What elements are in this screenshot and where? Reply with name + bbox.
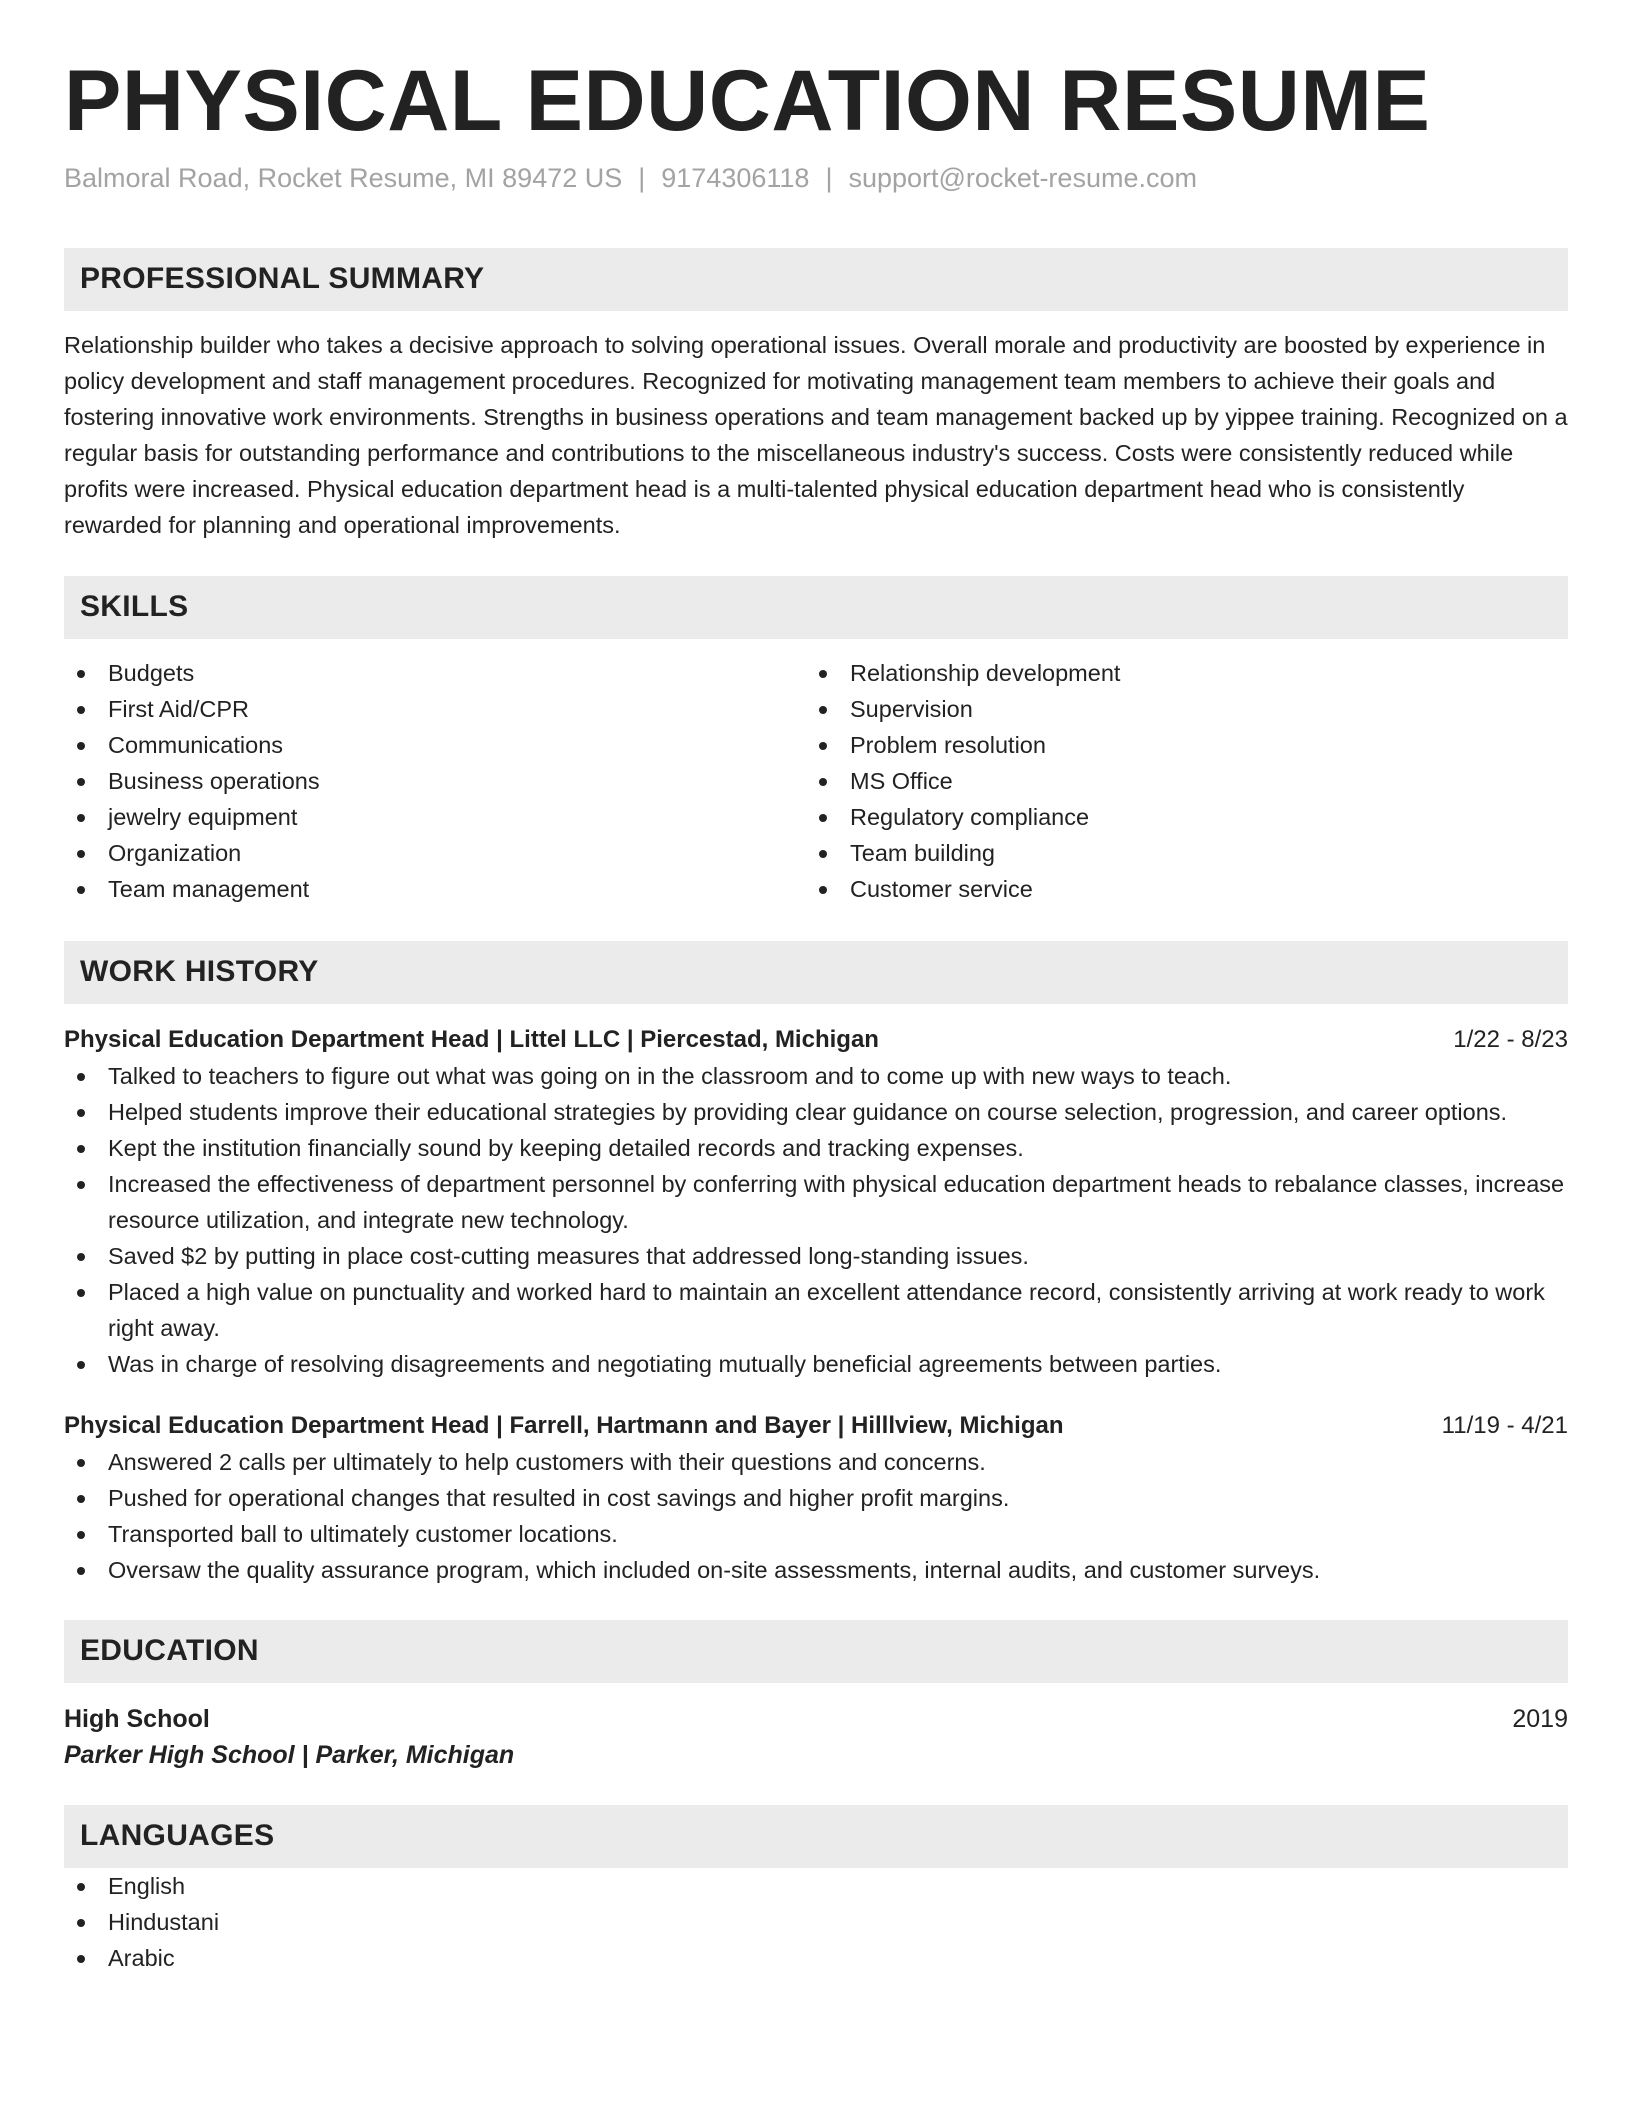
job-title: Physical Education Department Head | Littel LLC | Piercestad, Michigan bbox=[64, 1025, 879, 1053]
skill-item: Budgets bbox=[64, 655, 816, 691]
job-bullets bbox=[64, 1444, 1568, 1588]
job-bullet: Kept the institution financially sound by keeping detailed records and tracking expenses. bbox=[64, 1130, 1568, 1166]
contact-phone: 9174306118 bbox=[661, 162, 810, 193]
language-item: Hindustani bbox=[64, 1904, 1568, 1940]
job-header bbox=[64, 1408, 1568, 1444]
job-bullet: Answered 2 calls per ultimately to help customers with their questions and concerns. bbox=[64, 1444, 1568, 1480]
section-header-languages bbox=[64, 1805, 1568, 1868]
contact-separator: | bbox=[825, 162, 833, 193]
section-title: WORK HISTORY bbox=[80, 955, 319, 989]
contact-line bbox=[64, 161, 1568, 196]
contact-separator: | bbox=[638, 162, 646, 193]
section-title: EDUCATION bbox=[80, 1634, 259, 1668]
skill-item: Business operations bbox=[64, 763, 816, 799]
skill-item: jewelry equipment bbox=[64, 799, 816, 835]
job-dates: 1/22 - 8/23 bbox=[1453, 1025, 1568, 1053]
job-dates: 11/19 - 4/21 bbox=[1441, 1411, 1568, 1439]
job-bullet: Helped students improve their educational strategies by providing clear guidance on course selection, progression, and career options. bbox=[64, 1094, 1568, 1130]
skill-item: Supervision bbox=[806, 691, 1558, 727]
section-header-skills bbox=[64, 576, 1568, 639]
skill-item: Relationship development bbox=[806, 655, 1558, 691]
job-entry bbox=[64, 1022, 1568, 1382]
job-bullet: Placed a high value on punctuality and worked hard to maintain an excellent attendance record, consistently arriving at work ready to work right away. bbox=[64, 1274, 1568, 1346]
skill-item: Regulatory compliance bbox=[806, 799, 1558, 835]
job-bullet: Oversaw the quality assurance program, which included on-site assessments, internal audits, and customer surveys. bbox=[64, 1552, 1568, 1588]
job-header bbox=[64, 1022, 1568, 1058]
contact-address: Balmoral Road, Rocket Resume, MI 89472 US bbox=[64, 162, 623, 193]
skill-item: Problem resolution bbox=[806, 727, 1558, 763]
job-bullet: Talked to teachers to figure out what was going on in the classroom and to come up with new ways to teach. bbox=[64, 1058, 1568, 1094]
job-bullet: Transported ball to ultimately customer locations. bbox=[64, 1516, 1568, 1552]
summary-text: Relationship builder who takes a decisive approach to solving operational issues. Overall morale and productivity are boosted by experience in policy development and staff management procedures. Recognized for motivating management team members to achieve their goals and fostering innovative work environments. Strengths in business operations and team management backed up by yippee training. Recognized on a regular basis for outstanding performance and contributions to the miscellaneous industry's success. Costs were consistently reduced while profits were increased. Physical education department head is a multi-talented physical education department head who is consistently rewarded for planning and operational improvements. bbox=[64, 331, 1568, 538]
skill-item: MS Office bbox=[806, 763, 1558, 799]
skill-item: Team management bbox=[64, 871, 816, 907]
job-bullet: Increased the effectiveness of department personnel by conferring with physical education department heads to rebalance classes, increase resource utilization, and integrate new technology. bbox=[64, 1166, 1568, 1238]
language-item: English bbox=[64, 1868, 1568, 1904]
job-bullet: Pushed for operational changes that resulted in cost savings and higher profit margins. bbox=[64, 1480, 1568, 1516]
skill-item: First Aid/CPR bbox=[64, 691, 816, 727]
skills-grid bbox=[64, 655, 1568, 907]
education-year: 2019 bbox=[1512, 1704, 1568, 1733]
languages-list bbox=[64, 1868, 1568, 1976]
contact-email: support@rocket-resume.com bbox=[848, 162, 1197, 193]
education-school: Parker High School | Parker, Michigan bbox=[64, 1740, 515, 1769]
education-degree: High School bbox=[64, 1704, 210, 1733]
resume-title: PHYSICAL EDUCATION RESUME bbox=[64, 53, 1431, 149]
skill-item: Customer service bbox=[806, 871, 1558, 907]
education-header bbox=[64, 1701, 1568, 1737]
skills-column-right bbox=[806, 655, 1558, 907]
section-title: PROFESSIONAL SUMMARY bbox=[80, 262, 485, 296]
section-header-work-history bbox=[64, 941, 1568, 1004]
job-title: Physical Education Department Head | Farrell, Hartmann and Bayer | Hilllview, Michigan bbox=[64, 1411, 1064, 1439]
job-bullet: Was in charge of resolving disagreements and negotiating mutually beneficial agreements between parties. bbox=[64, 1346, 1568, 1382]
skill-item: Team building bbox=[806, 835, 1558, 871]
section-header-summary bbox=[64, 248, 1568, 311]
skills-column-left bbox=[64, 655, 816, 907]
skill-item: Communications bbox=[64, 727, 816, 763]
section-header-education bbox=[64, 1620, 1568, 1683]
job-entry bbox=[64, 1408, 1568, 1588]
section-title: SKILLS bbox=[80, 590, 189, 624]
section-title: LANGUAGES bbox=[80, 1819, 275, 1853]
job-bullets bbox=[64, 1058, 1568, 1382]
skill-item: Organization bbox=[64, 835, 816, 871]
language-item: Arabic bbox=[64, 1940, 1568, 1976]
job-bullet: Saved $2 by putting in place cost-cutting measures that addressed long-standing issues. bbox=[64, 1238, 1568, 1274]
